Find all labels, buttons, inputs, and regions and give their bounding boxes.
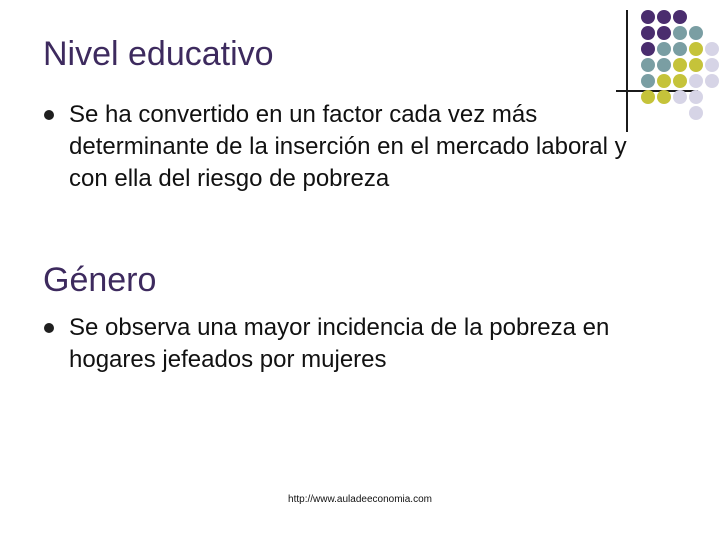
decorative-dot: [689, 26, 703, 40]
decorative-dot: [641, 26, 655, 40]
decorative-dot: [657, 74, 671, 88]
bullet-text-gender: Se observa una mayor incidencia de la pobreza en hogares jefeados por mujeres: [69, 314, 610, 373]
decorative-dot-grid: [616, 0, 720, 132]
decorative-dot: [641, 42, 655, 56]
decorative-dot: [657, 42, 671, 56]
decorative-dot: [641, 90, 655, 104]
decorative-dot: [673, 10, 687, 24]
bullet-dot-icon: [44, 323, 54, 333]
decorative-dot: [705, 42, 719, 56]
decorative-dot: [689, 58, 703, 72]
decorative-vertical-line: [626, 10, 628, 132]
bullet-text-education: Se ha convertido en un factor cada vez más determinante de la inserción en el mercado laboral y con ella del riesgo de pobreza: [69, 101, 627, 192]
footer-url: http://www.auladeeconomia.com: [288, 494, 432, 505]
decorative-dot: [689, 106, 703, 120]
decorative-dot: [689, 42, 703, 56]
bullet-item-gender: [44, 312, 664, 376]
decorative-dot: [657, 90, 671, 104]
decorative-dot: [641, 58, 655, 72]
decorative-dot: [673, 26, 687, 40]
decorative-dot: [705, 74, 719, 88]
decorative-dot: [673, 58, 687, 72]
decorative-dot: [689, 90, 703, 104]
decorative-dot: [673, 42, 687, 56]
heading-nivel-educativo: Nivel educativo: [43, 35, 274, 73]
decorative-dot: [673, 90, 687, 104]
decorative-dot: [641, 10, 655, 24]
decorative-dot: [705, 58, 719, 72]
bullet-dot-icon: [44, 110, 54, 120]
decorative-horizontal-line: [616, 90, 698, 92]
decorative-dot: [657, 58, 671, 72]
decorative-dot: [641, 74, 655, 88]
heading-genero: Género: [43, 261, 157, 299]
decorative-dot: [689, 74, 703, 88]
bullet-item-education: [44, 99, 664, 195]
decorative-dot: [673, 74, 687, 88]
decorative-dot: [657, 26, 671, 40]
decorative-dot: [657, 10, 671, 24]
